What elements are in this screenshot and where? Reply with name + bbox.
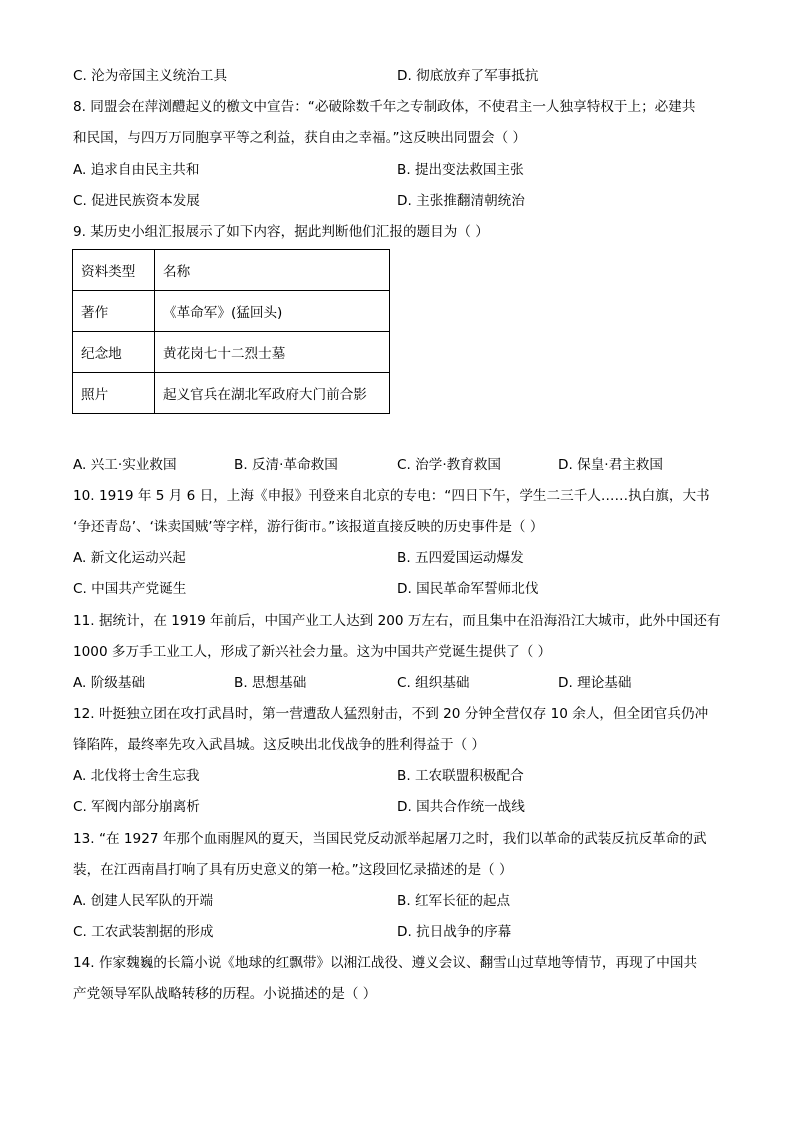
- q13-option-d[interactable]: D. 抗日战争的序幕: [397, 924, 512, 940]
- q8-option-d[interactable]: D. 主张推翻清朝统治: [397, 193, 525, 209]
- q9-option-c[interactable]: C. 治学·教育救国: [397, 457, 502, 473]
- q10-option-c[interactable]: C. 中国共产党诞生: [73, 581, 187, 597]
- q10-option-a[interactable]: A. 新文化运动兴起: [73, 550, 186, 566]
- table-row: [73, 291, 390, 332]
- q12-option-c[interactable]: C. 军阀内部分崩离析: [73, 799, 200, 815]
- table-cell: 黄花岗七十二烈士墓: [155, 332, 390, 373]
- q10-option-b[interactable]: B. 五四爱国运动爆发: [397, 550, 524, 566]
- q8-stem-line-2: 和民国，与四万万同胞享平等之利益，获自由之幸福。”这反映出同盟会（ ）: [73, 130, 527, 146]
- q7-option-d[interactable]: D. 彻底放弃了军事抵抗: [397, 68, 539, 84]
- q10-option-d[interactable]: D. 国民革命军誓师北伐: [397, 581, 539, 597]
- table-cell: 起义官兵在湖北军政府大门前合影: [155, 373, 390, 414]
- q9-option-b[interactable]: B. 反清·革命救国: [234, 457, 338, 473]
- q9-option-d[interactable]: D. 保皇·君主救国: [558, 457, 663, 473]
- q12-option-a[interactable]: A. 北伐将士舍生忘我: [73, 768, 200, 784]
- q8-option-c[interactable]: C. 促进民族资本发展: [73, 193, 200, 209]
- q10-stem-line-1: 10. 1919 年 5 月 6 日，上海《申报》刊登来自北京的专电：“四日下午，学生二三千人……执白旗，大书: [73, 488, 710, 504]
- table-row: [73, 332, 390, 373]
- q12-stem-line-1: 12. 叶挺独立团在攻打武昌时，第一营遭敌人猛烈射击，不到 20 分钟全营仅存 10 余人，但全团官兵仍冲: [73, 706, 709, 722]
- q13-stem-line-2: 装，在江西南昌打响了具有历史意义的第一枪。”这段回忆录描述的是（ ）: [73, 862, 513, 878]
- q8-option-a[interactable]: A. 追求自由民主共和: [73, 162, 200, 178]
- q9-option-a[interactable]: A. 兴工·实业救国: [73, 457, 177, 473]
- q13-option-c[interactable]: C. 工农武装割据的形成: [73, 924, 214, 940]
- q11-option-d[interactable]: D. 理论基础: [558, 675, 632, 691]
- q8-stem-line-1: 8. 同盟会在萍浏醴起义的檄文中宣告：“必破除数千年之专制政体，不使君主一人独享特权于上；必建共: [73, 99, 696, 115]
- table-header-name: 名称: [155, 250, 390, 291]
- q11-option-a[interactable]: A. 阶级基础: [73, 675, 146, 691]
- table-row: [73, 250, 390, 291]
- q12-option-b[interactable]: B. 工农联盟积极配合: [397, 768, 524, 784]
- table-header-type: 资料类型: [73, 250, 155, 291]
- table-cell: 纪念地: [73, 332, 155, 373]
- table-cell: 《革命军》(猛回头): [155, 291, 390, 332]
- table-cell: 著作: [73, 291, 155, 332]
- q13-option-b[interactable]: B. 红军长征的起点: [397, 893, 511, 909]
- table-cell: 照片: [73, 373, 155, 414]
- q9-source-table: [72, 249, 390, 414]
- q14-stem-line-1: 14. 作家魏巍的长篇小说《地球的红飘带》以湘江战役、遵义会议、翻雪山过草地等情节，再现了中国共: [73, 955, 698, 971]
- q12-stem-line-2: 锋陷阵，最终率先攻入武昌城。这反映出北伐战争的胜利得益于（ ）: [73, 737, 486, 753]
- q12-option-d[interactable]: D. 国共合作统一战线: [397, 799, 525, 815]
- q10-stem-line-2: ‘争还青岛’、‘诛卖国贼’等字样，游行街市。”该报道直接反映的历史事件是（ ）: [73, 519, 544, 535]
- q13-option-a[interactable]: A. 创建人民军队的开端: [73, 893, 214, 909]
- q11-option-c[interactable]: C. 组织基础: [397, 675, 470, 691]
- q14-stem-line-2: 产党领导军队战略转移的历程。小说描述的是（ ）: [73, 986, 377, 1002]
- q11-stem-line-2: 1000 多万手工业工人，形成了新兴社会力量。这为中国共产党诞生提供了（ ）: [73, 644, 552, 660]
- q11-stem-line-1: 11. 据统计，在 1919 年前后，中国产业工人达到 200 万左右，而且集中在沿海沿江大城市，此外中国还有: [73, 613, 721, 629]
- table-row: [73, 373, 390, 414]
- q9-stem-line-1: 9. 某历史小组汇报展示了如下内容，据此判断他们汇报的题目为（ ）: [73, 224, 489, 240]
- q7-option-c[interactable]: C. 沦为帝国主义统治工具: [73, 68, 228, 84]
- q13-stem-line-1: 13. “在 1927 年那个血雨腥风的夏天，当国民党反动派举起屠刀之时，我们以革命的武装反抗反革命的武: [73, 831, 707, 847]
- q11-option-b[interactable]: B. 思想基础: [234, 675, 307, 691]
- q8-option-b[interactable]: B. 提出变法救国主张: [397, 162, 524, 178]
